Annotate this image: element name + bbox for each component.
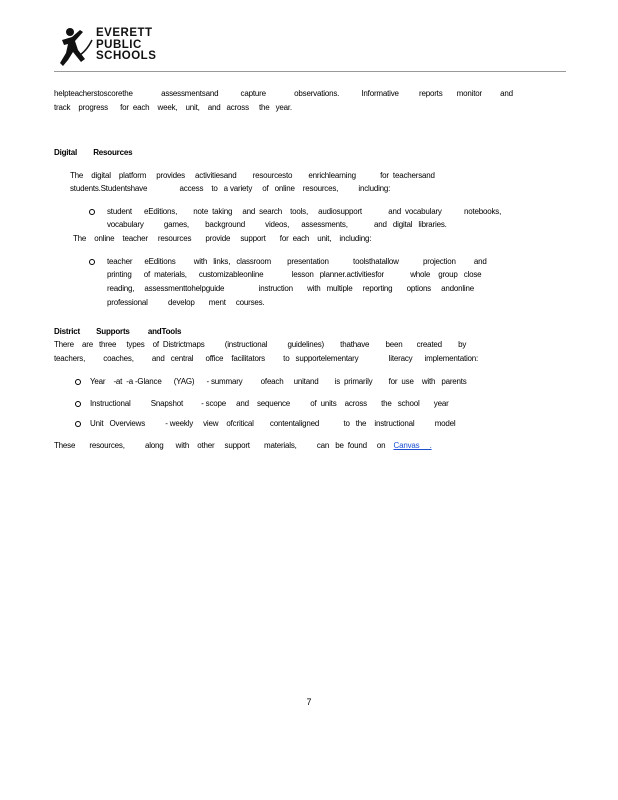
district-closing-line <box>54 441 432 451</box>
district-paragraph-line-1: There are three types of Districtmaps (instructional guidelines) thathave been created by <box>54 340 467 349</box>
district-paragraph-line-2: teachers, coaches, and central office facilitators to supportelementary literacy implementation: <box>54 354 479 363</box>
district-supports-heading: District Supports andTools <box>54 327 182 336</box>
bullet-circle-icon <box>89 259 95 265</box>
district-item-instructional-snapshot: Instructional Snapshot - scope and sequence of units across the school year <box>90 399 449 408</box>
digital-bullet-2-line-3: reading, assessmenttohelpguide instruction with multiple reporting options andonline <box>107 284 474 293</box>
district-item-year-at-a-glance: Year -at -a -Glance (YAG) - summary ofeach unitand is primarily for use with parents <box>90 377 467 386</box>
bullet-circle-icon <box>89 209 95 215</box>
canvas-link[interactable]: Canvas . <box>393 441 432 450</box>
runner-figure-icon <box>58 26 94 68</box>
digital-bullet-2-line-1: teacher eEditions with links, classroom presentation toolsthatallow projection and <box>107 257 487 266</box>
digital-bullet-1-line-1: student eEditions, note taking and search tools, audiosupport and vocabulary notebooks, <box>107 207 502 216</box>
digital-bullet-2-line-2: printing of materials, customizableonline lesson planner.activitiesfor whole group close <box>107 270 482 279</box>
digital-paragraph-line-1: The digital platform provides activitiesand resourcesto enrichlearning for teachersand <box>70 171 435 180</box>
bullet-circle-icon <box>75 421 81 427</box>
digital-paragraph-2-line-1: The online teacher resources provide support for each unit, including: <box>73 234 372 243</box>
digital-bullet-2-line-4: professional develop ment courses. <box>107 298 265 307</box>
logo-wordmark: EVERETT PUBLIC SCHOOLS <box>96 27 157 62</box>
header-divider <box>54 71 566 72</box>
intro-line-2: track progress for each week, unit, and across the year. <box>54 103 292 112</box>
digital-bullet-1-line-2: vocabulary games, background videos, assessments, and digital libraries. <box>107 220 447 229</box>
bullet-circle-icon <box>75 401 81 407</box>
district-item-unit-overviews: Unit Overviews - weekly view ofcritical contentaligned to the instructional model <box>90 419 456 428</box>
district-logo <box>58 26 168 70</box>
digital-paragraph-line-2: students.Studentshave access to a variety of online resources, including: <box>70 184 391 193</box>
closing-text: These resources, along with other support materials, can be found on <box>54 441 386 450</box>
intro-line-1: helpteacherstoscorethe assessmentsand capture observations. Informative reports monitor and <box>54 89 513 98</box>
page-number: 7 <box>306 697 312 707</box>
bullet-circle-icon <box>75 379 81 385</box>
digital-resources-heading: Digital Resources <box>54 148 133 157</box>
